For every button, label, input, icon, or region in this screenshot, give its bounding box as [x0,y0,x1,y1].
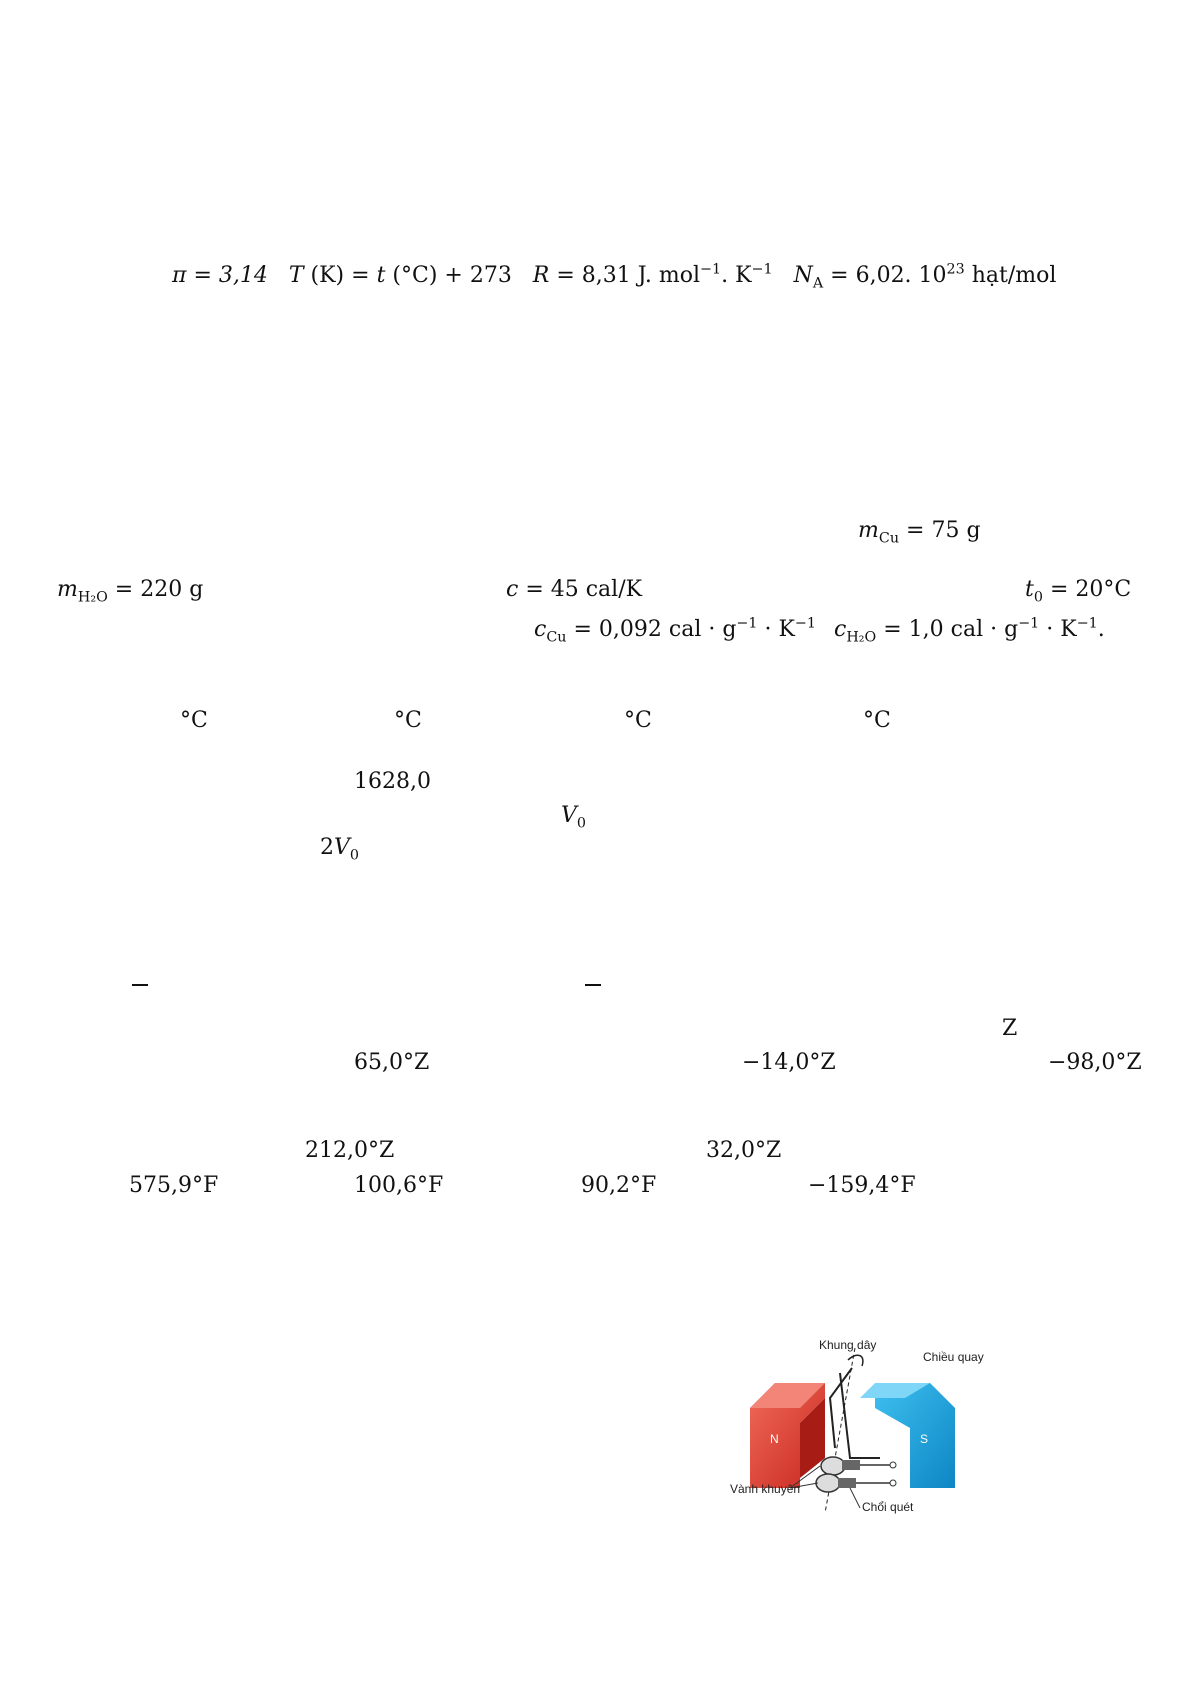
gas-constant-mid: . K [721,263,752,288]
f-option-c: 90,2°F [581,1173,657,1198]
initial-temperature [1025,577,1132,606]
gas-constant-exp2: −1 [751,261,773,278]
south-magnet [860,1383,955,1488]
gas-constant-value: = 8,31 J. mol [549,263,701,288]
z-value-1: 65,0°Z [354,1050,430,1075]
mass-water [57,577,204,606]
specific-heat-water-value: = 1,0 cal · g [876,617,1019,642]
value-1628: 1628,0 [354,769,431,794]
z-scale-label: Z [1002,1016,1018,1041]
mass-water-var: m [57,577,78,602]
f-option-b: 100,6°F [354,1173,444,1198]
avogadro-exp: 23 [946,261,965,278]
pole-south-label: S [920,1432,929,1446]
gas-constant-var: R [532,263,550,288]
f-option-a: 575,9°F [129,1173,219,1198]
volume-v0-var: V [561,803,577,828]
initial-temperature-value: = 20°C [1042,577,1132,602]
mass-water-value: = 220 g [107,577,204,602]
volume-2v0-coef: 2 [320,835,334,860]
label-slip-ring: Vành khuyên [730,1482,801,1496]
specific-heat-copper-exp2: −1 [794,615,816,632]
specific-heat-copper-sub: Cu [546,629,567,646]
specific-heat-water-sub: H₂O [846,629,877,646]
avogadro-var: N [793,263,813,288]
overbar-mark-a [132,984,148,986]
z-boiling: 212,0°Z [305,1138,395,1163]
specific-heat-copper-value: = 0,092 cal · g [566,617,737,642]
mass-copper-value: = 75 g [899,518,981,543]
label-frame: Khung dây [819,1338,877,1352]
f-option-d: −159,4°F [808,1173,916,1198]
specific-heat-water-exp2: −1 [1076,615,1098,632]
slip-rings [816,1457,896,1492]
specific-heat-water-end: . [1097,617,1105,642]
heat-capacity-var: c [506,577,519,602]
answer-unit-a: °C [180,708,208,733]
generator-figure [730,1338,1040,1518]
initial-temperature-sub: 0 [1033,589,1043,606]
specific-heat-copper-exp1: −1 [736,615,758,632]
pole-north-label: N [770,1432,779,1446]
z-value-3: −98,0°Z [1048,1050,1142,1075]
constants-line [172,261,1057,292]
temperature-conversion-rest: (°C) + 273 [385,263,512,288]
initial-temperature-var: t [1025,577,1034,602]
specific-heat-water-exp1: −1 [1018,615,1040,632]
answer-unit-b: °C [394,708,422,733]
specific-heat-water-mid: · K [1039,617,1077,642]
specific-heat-copper-mid: · K [757,617,795,642]
mass-water-sub: H₂O [77,589,108,606]
mass-copper-sub: Cu [878,530,900,547]
north-magnet [750,1383,825,1488]
avogadro-unit: hạt/mol [964,263,1057,288]
overbar-mark-b [585,984,601,986]
specific-heat-water-var: c [834,617,847,642]
z-value-2: −14,0°Z [742,1050,836,1075]
volume-2v0 [320,835,359,864]
volume-v0 [561,803,586,832]
mass-copper [858,518,981,547]
avogadro-value: = 6,02. 10 [823,263,947,288]
specific-heat-copper [534,615,816,646]
temperature-conversion: (K) = [303,263,377,288]
volume-2v0-var: V [334,835,350,860]
answer-unit-c: °C [624,708,652,733]
z-freezing: 32,0°Z [706,1138,782,1163]
pi-constant: π = 3,14 [172,263,268,288]
avogadro-sub: A [812,275,824,292]
rotation-arrow [848,1355,863,1366]
temperature-celsius-var: t [376,263,386,288]
volume-2v0-sub: 0 [349,847,359,864]
answer-unit-d: °C [863,708,891,733]
mass-copper-var: m [858,518,879,543]
heat-capacity-value: = 45 cal/K [518,577,643,602]
gas-constant-exp1: −1 [700,261,722,278]
temperature-kelvin-var: T [288,263,304,288]
volume-v0-sub: 0 [576,815,586,832]
specific-heat-water [834,615,1105,646]
label-rotation: Chiều quay [923,1350,984,1364]
heat-capacity [506,579,642,601]
label-brush: Chổi quét [862,1500,914,1514]
specific-heat-copper-var: c [534,617,547,642]
